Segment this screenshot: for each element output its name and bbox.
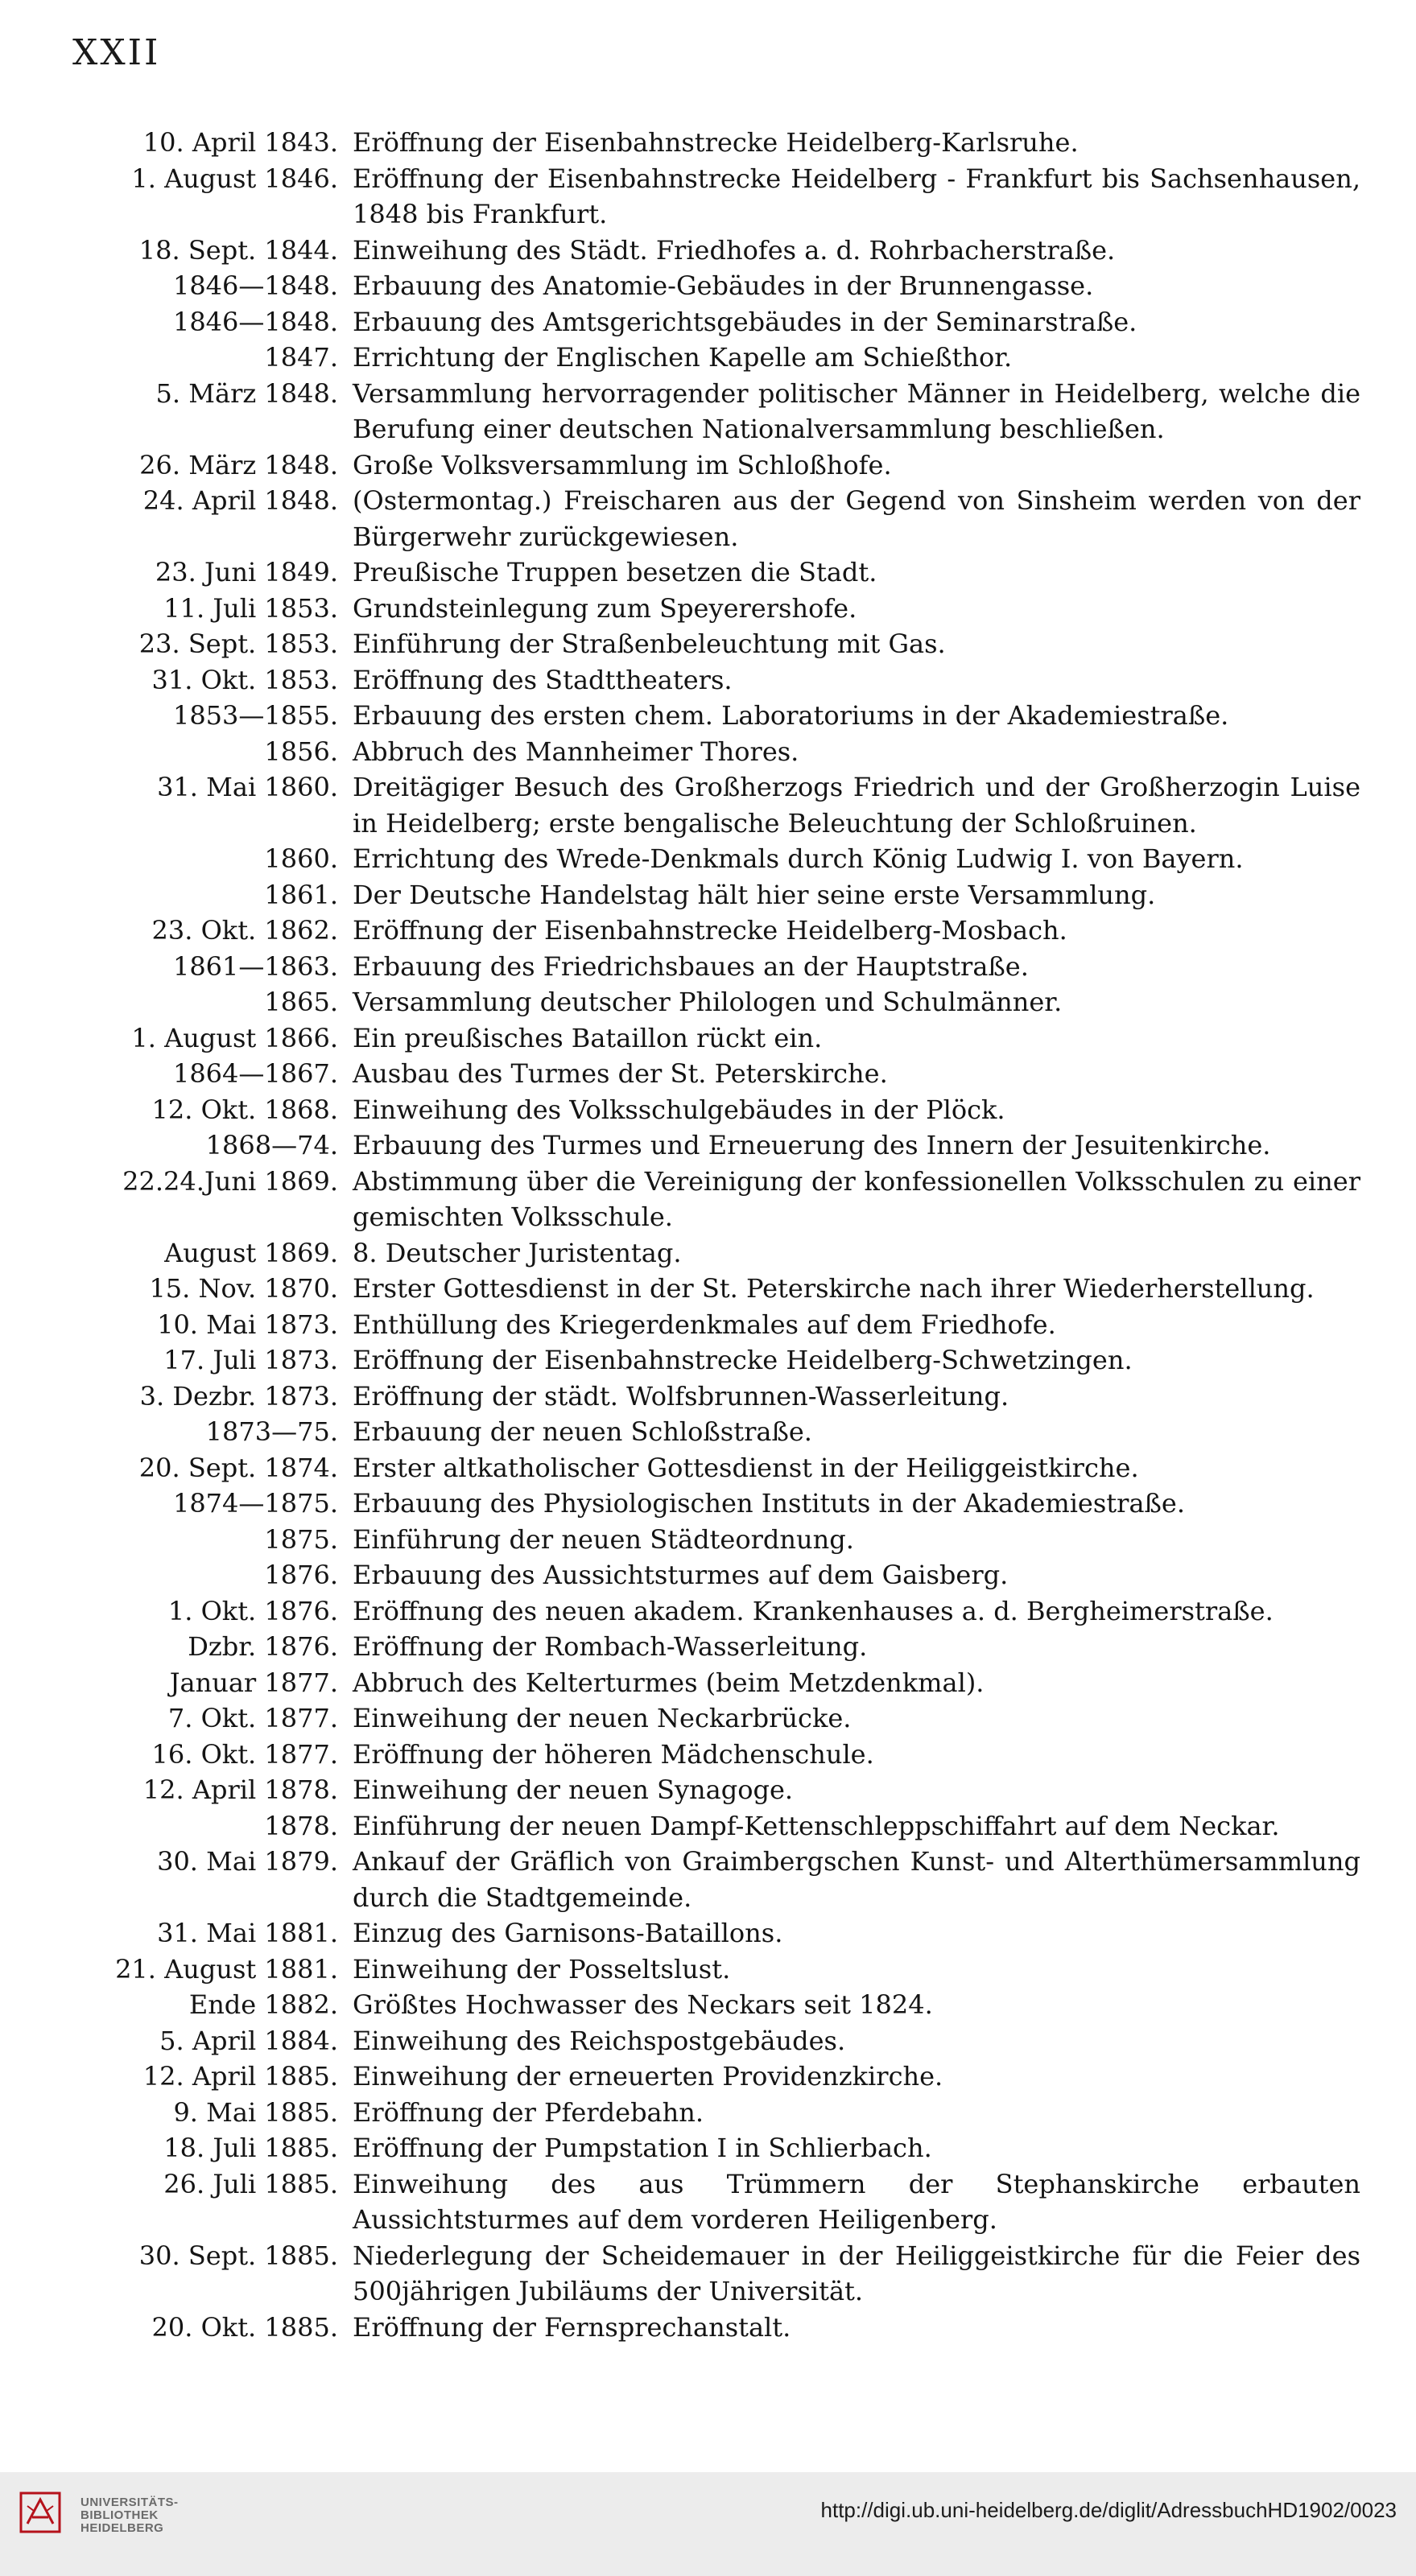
entry-date: 1856. <box>264 736 338 767</box>
entry-date: 1873—75. <box>205 1416 338 1447</box>
entry-date: Januar 1877. <box>169 1667 338 1698</box>
chronology-entry <box>64 698 1360 734</box>
entry-text: Größtes Hochwasser des Neckars seit 1824. <box>353 1989 933 2020</box>
chronology-entry <box>64 1665 1360 1701</box>
page-number: XXII <box>72 32 161 73</box>
entry-text: Erbauung des ersten chem. Laboratoriums in der Akademiestraße. <box>353 700 1229 731</box>
chronology-entry <box>64 2059 1360 2095</box>
chronology-entry <box>64 841 1360 877</box>
entry-text: Einführung der neuen Städteordnung. <box>353 1523 854 1555</box>
chronology-entry <box>64 2095 1360 2131</box>
chronology-entry <box>64 949 1360 985</box>
chronology-entry <box>64 1450 1360 1486</box>
chronology-entry <box>64 1808 1360 1844</box>
chronology-entry <box>64 376 1360 447</box>
entry-text: Eröffnung der Eisenbahnstrecke Heidelberg-Mosbach. <box>353 915 1067 946</box>
chronology-entry <box>64 1915 1360 1952</box>
entry-text: Einweihung des Volksschulgebäudes in der Plöck. <box>353 1094 1005 1125</box>
entry-text: Dreitägiger Besuch des Großherzogs Friedrich und der Großherzogin Luise in Heidelberg; erste bengalische Beleuchtung der Schloßruinen. <box>353 772 1360 839</box>
entry-date: 31. Okt. 1853. <box>151 664 338 695</box>
entry-date: 31. Mai 1881. <box>157 1918 338 1948</box>
chronology-entry <box>64 2310 1360 2346</box>
source-url-link[interactable]: http://digi.ub.uni-heidelberg.de/diglit/AdressbuchHD1902/0023 <box>820 2498 1397 2522</box>
entry-date: 23. Okt. 1862. <box>151 915 338 946</box>
chronology-entry <box>64 1557 1360 1593</box>
chronology-entry <box>64 662 1360 699</box>
entry-date: 10. April 1843. <box>142 127 338 158</box>
chronology-entry <box>64 1414 1360 1450</box>
entry-date: 1847. <box>264 342 338 373</box>
entry-text: Erbauung des Aussichtsturmes auf dem Gaisberg. <box>353 1560 1009 1590</box>
entry-date: 15. Nov. 1870. <box>149 1273 338 1304</box>
entry-text: Eröffnung des Stadttheaters. <box>353 664 733 695</box>
chronology-entry <box>64 447 1360 484</box>
entry-text: Erbauung des Anatomie-Gebäudes in der Brunnengasse. <box>353 270 1094 301</box>
university-seal-icon <box>16 2488 64 2537</box>
chronology-entry <box>64 1772 1360 1808</box>
chronology-list <box>64 125 1360 2345</box>
chronology-entry <box>64 1987 1360 2023</box>
entry-date: 1864—1867. <box>172 1058 338 1089</box>
chronology-entry <box>64 161 1360 233</box>
entry-text: Einweihung der neuen Synagoge. <box>353 1774 794 1805</box>
chronology-entry <box>64 483 1360 554</box>
entry-date: 30. Sept. 1885. <box>138 2240 338 2271</box>
chronology-entry <box>64 125 1360 161</box>
entry-date: 24. April 1848. <box>142 485 338 516</box>
chronology-entry <box>64 769 1360 841</box>
entry-date: 26. Juli 1885. <box>163 2168 338 2199</box>
entry-date: 1861. <box>264 879 338 910</box>
entry-text: Abstimmung über die Vereinigung der konfessionellen Volksschulen zu einer gemischten Volksschule. <box>353 1165 1360 1232</box>
entry-text: Erbauung des Friedrichsbaues an der Hauptstraße. <box>353 950 1029 982</box>
entry-text: Erbauung des Physiologischen Instituts in der Akademiestraße. <box>353 1488 1185 1519</box>
library-name-line: UNIVERSITÄTS- <box>81 2496 179 2509</box>
entry-date: 1. Okt. 1876. <box>167 1595 338 1626</box>
entry-date: 10. Mai 1873. <box>157 1309 338 1340</box>
entry-text: Enthüllung des Kriegerdenkmales auf dem Friedhofe. <box>353 1309 1056 1340</box>
entry-text: Eröffnung der Pferdebahn. <box>353 2096 704 2128</box>
entry-text: Ausbau des Turmes der St. Peterskirche. <box>353 1058 888 1089</box>
chronology-entry <box>64 2166 1360 2238</box>
entry-text: Erbauung des Amtsgerichtsgebäudes in der Seminarstraße. <box>353 306 1137 337</box>
entry-text: Eröffnung der Eisenbahnstrecke Heidelberg - Frankfurt bis Sachsenhausen, 1848 bis Frankfurt. <box>353 163 1360 229</box>
entry-text: Ein preußisches Bataillon rückt ein. <box>353 1022 823 1053</box>
entry-text: Versammlung hervorragender politischer Männer in Heidelberg, welche die Berufung einer deutschen Nationalversammlung beschließen. <box>353 377 1360 444</box>
entry-date: 1874—1875. <box>172 1488 338 1519</box>
entry-text: Eröffnung des neuen akadem. Krankenhauses a. d. Bergheimerstraße. <box>353 1595 1274 1626</box>
entry-text: Eröffnung der städt. Wolfsbrunnen-Wasserleitung. <box>353 1380 1009 1412</box>
entry-date: 5. März 1848. <box>155 377 338 409</box>
chronology-entry <box>64 304 1360 340</box>
chronology-entry <box>64 877 1360 913</box>
chronology-entry <box>64 1235 1360 1272</box>
entry-text: Einweihung der neuen Neckarbrücke. <box>353 1703 852 1733</box>
entry-date: 12. April 1878. <box>142 1774 338 1805</box>
chronology-entry <box>64 1056 1360 1092</box>
entry-text: Eröffnung der Eisenbahnstrecke Heidelberg-Schwetzingen. <box>353 1345 1133 1375</box>
chronology-entry <box>64 340 1360 376</box>
entry-text: Einweihung des Reichspostgebäudes. <box>353 2025 846 2056</box>
entry-date: 18. Sept. 1844. <box>138 234 338 266</box>
entry-date: 11. Juli 1853. <box>163 592 338 624</box>
entry-date: 1853—1855. <box>172 700 338 731</box>
entry-text: Grundsteinlegung zum Speyerershofe. <box>353 592 857 624</box>
entry-date: 3. Dezbr. 1873. <box>139 1380 338 1412</box>
entry-date: 23. Juni 1849. <box>155 557 338 587</box>
entry-date: 1. August 1846. <box>131 163 338 194</box>
chronology-entry <box>64 1952 1360 1988</box>
entry-date: 17. Juli 1873. <box>163 1345 338 1375</box>
entry-date: 1860. <box>264 843 338 874</box>
entry-text: Abbruch des Mannheimer Thores. <box>353 736 799 767</box>
entry-text: Errichtung des Wrede-Denkmals durch König Ludwig I. von Bayern. <box>353 843 1244 874</box>
chronology-entry <box>64 984 1360 1020</box>
entry-date: 9. Mai 1885. <box>173 2096 338 2128</box>
entry-text: Niederlegung der Scheidemauer in der Heiliggeistkirche für die Feier des 500jährigen Jubiläums der Universität. <box>353 2240 1360 2306</box>
entry-text: Eröffnung der höheren Mädchenschule. <box>353 1738 874 1770</box>
entry-text: Einweihung des aus Trümmern der Stephanskirche erbauten Aussichtsturmes auf dem vorderen Heiligenberg. <box>353 2168 1360 2235</box>
chronology-entry <box>64 1593 1360 1630</box>
entry-text: Abbruch des Kelterturmes (beim Metzdenkmal). <box>353 1667 985 1698</box>
entry-date: 20. Okt. 1885. <box>151 2311 338 2343</box>
entry-text: Erbauung des Turmes und Erneuerung des Innern der Jesuitenkirche. <box>353 1130 1271 1160</box>
chronology-entry <box>64 268 1360 304</box>
chronology-entry <box>64 1164 1360 1235</box>
entry-date: 21. August 1881. <box>115 1953 338 1985</box>
chronology-entry <box>64 1127 1360 1164</box>
entry-text: Eröffnung der Fernsprechanstalt. <box>353 2311 791 2343</box>
entry-text: Der Deutsche Handelstag hält hier seine erste Versammlung. <box>353 879 1156 910</box>
chronology-entry <box>64 1700 1360 1737</box>
entry-text: Einführung der neuen Dampf-Kettenschleppschiffahrt auf dem Neckar. <box>353 1810 1280 1841</box>
entry-text: Große Volksversammlung im Schloßhofe. <box>353 449 892 480</box>
library-name <box>81 2496 179 2535</box>
chronology-entry <box>64 554 1360 591</box>
entry-date: 7. Okt. 1877. <box>167 1703 338 1733</box>
chronology-entry <box>64 591 1360 627</box>
chronology-entry <box>64 1342 1360 1379</box>
entry-date: 30. Mai 1879. <box>157 1846 338 1877</box>
entry-date: 12. Okt. 1868. <box>151 1094 338 1125</box>
entry-date: 1876. <box>264 1560 338 1590</box>
entry-date: 1868—74. <box>205 1130 338 1160</box>
entry-date: 1878. <box>264 1810 338 1841</box>
chronology-entry <box>64 1379 1360 1415</box>
entry-date: August 1869. <box>164 1237 338 1268</box>
library-name-line: HEIDELBERG <box>81 2521 164 2535</box>
entry-text: Eröffnung der Rombach-Wasserleitung. <box>353 1631 868 1662</box>
entry-date: 1865. <box>264 987 338 1017</box>
chronology-entry <box>64 626 1360 662</box>
entry-date: 5. April 1884. <box>159 2025 338 2056</box>
entry-text: Einweihung der erneuerten Providenzkirche. <box>353 2061 943 2092</box>
chronology-entry <box>64 1092 1360 1128</box>
entry-date: 23. Sept. 1853. <box>138 629 338 659</box>
entry-date: 18. Juli 1885. <box>163 2133 338 2163</box>
entry-date: 16. Okt. 1877. <box>151 1738 338 1770</box>
entry-text: Erster altkatholischer Gottesdienst in der Heiliggeistkirche. <box>353 1452 1139 1483</box>
entry-text: Einzug des Garnisons-Bataillons. <box>353 1918 783 1948</box>
footer-bar <box>0 2472 1416 2576</box>
library-name-line: BIBLIOTHEK <box>81 2508 159 2522</box>
entry-text: Eröffnung der Pumpstation I in Schlierbach. <box>353 2133 932 2163</box>
entry-text: Einführung der Straßenbeleuchtung mit Gas. <box>353 629 946 659</box>
entry-text: Einweihung der Posseltslust. <box>353 1953 731 1985</box>
entry-date: 20. Sept. 1874. <box>138 1452 338 1483</box>
chronology-entry <box>64 1271 1360 1307</box>
entry-date: 1846—1848. <box>172 306 338 337</box>
chronology-entry <box>64 734 1360 770</box>
entry-date: Dzbr. 1876. <box>188 1631 338 1662</box>
chronology-entry <box>64 1629 1360 1665</box>
entry-date: 1875. <box>264 1523 338 1555</box>
chronology-entry <box>64 1307 1360 1343</box>
entry-date: 1. August 1866. <box>131 1022 338 1053</box>
entry-date: 26. März 1848. <box>139 449 338 480</box>
chronology-entry <box>64 1737 1360 1773</box>
entry-text: Errichtung der Englischen Kapelle am Schießthor. <box>353 342 1013 373</box>
chronology-entry <box>64 913 1360 949</box>
chronology-entry <box>64 2130 1360 2166</box>
chronology-entry <box>64 2238 1360 2310</box>
entry-text: Erbauung der neuen Schloßstraße. <box>353 1416 812 1447</box>
chronology-entry <box>64 233 1360 269</box>
entry-text: (Ostermontag.) Freischaren aus der Gegend von Sinsheim werden von der Bürgerwehr zurückgewiesen. <box>353 485 1360 552</box>
entry-date: 12. April 1885. <box>142 2061 338 2092</box>
entry-text: Einweihung des Städt. Friedhofes a. d. Rohrbacherstraße. <box>353 234 1116 266</box>
chronology-entry <box>64 1522 1360 1558</box>
entry-date: 1861—1863. <box>172 950 338 982</box>
entry-date: 1846—1848. <box>172 270 338 301</box>
entry-date: Ende 1882. <box>188 1989 338 2020</box>
entry-text: Erster Gottesdienst in der St. Peterskirche nach ihrer Wiederherstellung. <box>353 1273 1315 1304</box>
chronology-entry <box>64 2023 1360 2059</box>
entry-text: Preußische Truppen besetzen die Stadt. <box>353 557 877 587</box>
entry-date: 31. Mai 1860. <box>157 772 338 802</box>
entry-text: Ankauf der Gräflich von Graimbergschen Kunst- und Alterthümersammlung durch die Stadtgemeinde. <box>353 1846 1360 1913</box>
entry-date: 22.24.Juni 1869. <box>122 1165 338 1197</box>
chronology-entry <box>64 1844 1360 1915</box>
chronology-entry <box>64 1486 1360 1522</box>
chronology-entry <box>64 1020 1360 1057</box>
entry-text: 8. Deutscher Juristentag. <box>353 1237 682 1268</box>
entry-text: Eröffnung der Eisenbahnstrecke Heidelberg-Karlsruhe. <box>353 127 1079 158</box>
entry-text: Versammlung deutscher Philologen und Schulmänner. <box>353 987 1063 1017</box>
